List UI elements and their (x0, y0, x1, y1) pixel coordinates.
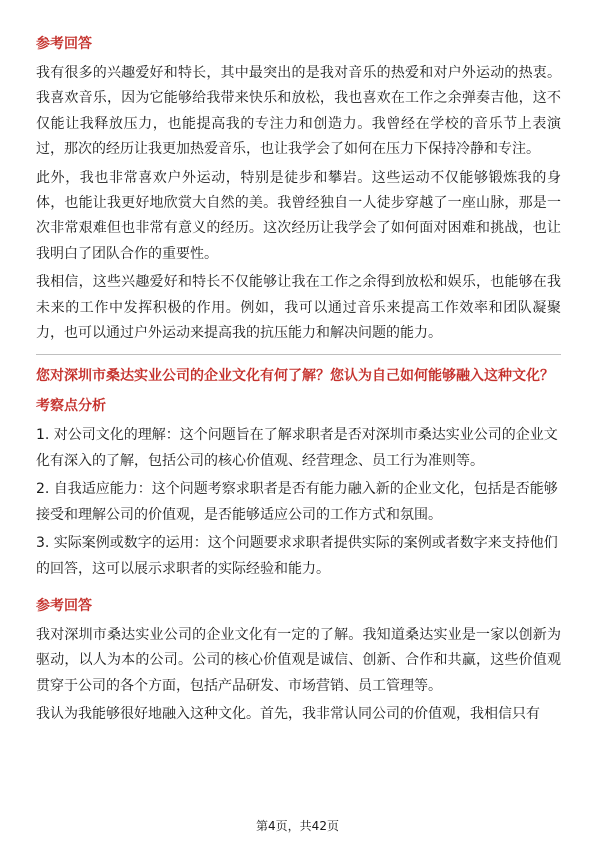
answer-paragraph: 我有很多的兴趣爱好和特长，其中最突出的是我对音乐的热爱和对户外运动的热衷。我喜欢音乐，因为它能够给我带来快乐和放松，我也喜欢在工作之余弹奏吉他，这不仅能让我释放压力，也能提高我的专注力和创造力。我曾经在学校的音乐节上表演过，那次的经历让我更加热爱音乐，也让我学会了如何在压力下保持冷静和专注。 (36, 65, 561, 158)
page-number: 第4页，共42页 (256, 819, 339, 833)
analysis-item: 1. 对公司文化的理解：这个问题旨在了解求职者是否对深圳市桑达实业公司的企业文化有深入的了解，包括公司的核心价值观、经营理念、员工行为准则等。 (36, 427, 558, 469)
answer-paragraph: 我相信，这些兴趣爱好和特长不仅能够让我在工作之余得到放松和娱乐，也能够在我未来的工作中发挥积极的作用。例如，我可以通过音乐来提高工作效率和团队凝聚力，也可以通过户外运动来提高我的抗压能力和解决问题的能力。 (36, 274, 561, 342)
analysis-item: 3. 实际案例或数字的运用：这个问题要求求职者提供实际的案例或者数字来支持他们的回答，这可以展示求职者的实际经验和能力。 (36, 535, 558, 577)
answer-paragraph: 此外，我也非常喜欢户外运动，特别是徒步和攀岩。这些运动不仅能够锻炼我的身体，也能让我更好地欣赏大自然的美。我曾经独自一人徒步穿越了一座山脉，那是一次非常艰难但也非常有意义的经历。这次经历让我学会了如何面对困难和挑战，也让我明白了团队合作的重要性。 (36, 169, 561, 262)
answer-paragraph: 我认为我能够很好地融入这种文化。首先，我非常认同公司的价值观，我相信只有 (36, 706, 540, 723)
answer-heading-1: 参考回答 (36, 36, 92, 52)
document-page (36, 33, 561, 731)
interview-question: 您对深圳市桑达实业公司的企业文化有何了解？您认为自己如何能够融入这种文化？ (36, 368, 554, 385)
spacer (36, 585, 561, 595)
section-divider (36, 354, 561, 355)
answer-heading-2: 参考回答 (36, 597, 92, 614)
analysis-heading: 考察点分析 (36, 398, 106, 415)
analysis-item: 2. 自我适应能力：这个问题考察求职者是否有能力融入新的企业文化，包括是否能够接受和理解公司的价值观，是否能够适应公司的工作方式和氛围。 (36, 481, 558, 523)
answer-paragraph: 我对深圳市桑达实业公司的企业文化有一定的了解。我知道桑达实业是一家以创新为驱动，以人为本的公司。公司的核心价值观是诚信、创新、合作和共赢，这些价值观贯穿于公司的各个方面，包括产品研发、市场营销、员工管理等。 (36, 626, 561, 694)
